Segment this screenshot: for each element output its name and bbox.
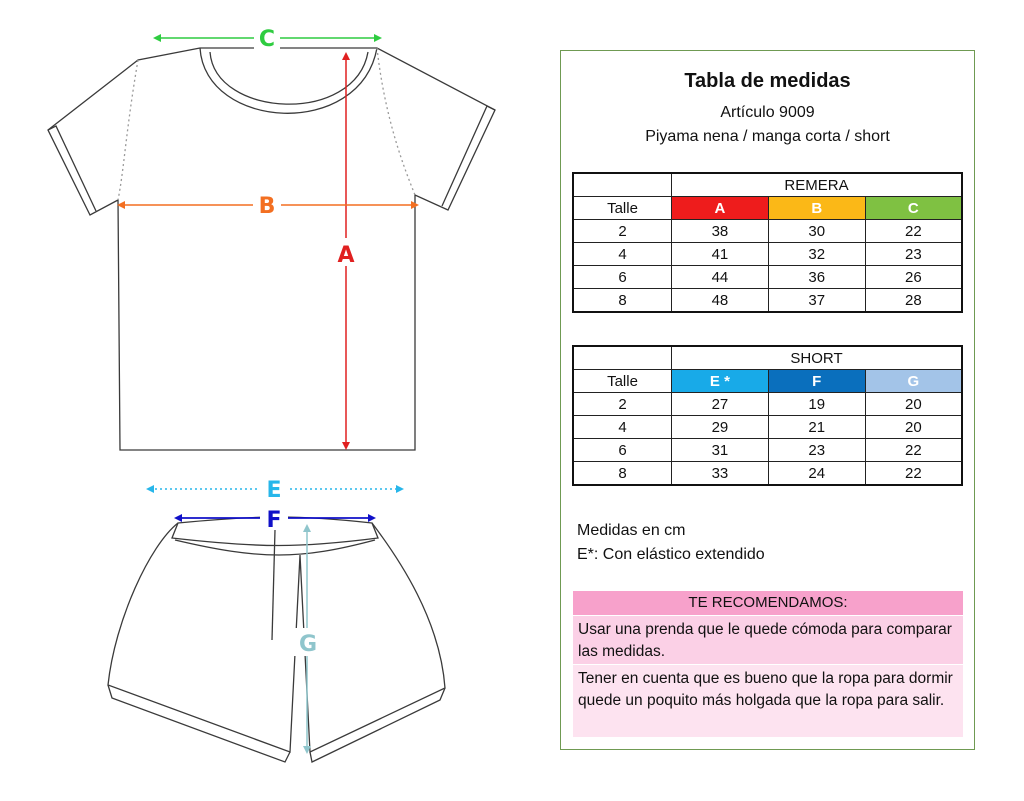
measure-f-label: F	[266, 508, 282, 533]
product-description: Piyama nena / manga corta / short	[645, 128, 890, 145]
size-chart-card	[560, 50, 975, 750]
table-row: 8 33 24 22	[573, 462, 962, 486]
measure-g-label: G	[298, 632, 318, 657]
article-number: Artículo 9009	[720, 104, 815, 121]
size-label: Talle	[573, 370, 672, 393]
column-b: B	[768, 197, 865, 220]
column-e: E *	[672, 370, 769, 393]
elastic-note: E*: Con elástico extendido	[577, 546, 765, 563]
table-row: 2 27 19 20	[573, 393, 962, 416]
units-note: Medidas en cm	[577, 522, 686, 539]
short-header: SHORT	[672, 346, 963, 370]
column-a: A	[672, 197, 769, 220]
recommendation-header: TE RECOMENDAMOS:	[573, 591, 963, 615]
recommendation-item: Tener en cuenta que es bueno que la ropa para dormir quede un poquito más holgada que la ropa para salir.	[573, 665, 963, 737]
measure-c-label: C	[258, 27, 276, 52]
column-f: F	[768, 370, 865, 393]
remera-table	[572, 172, 963, 313]
remera-header: REMERA	[672, 173, 963, 197]
measure-e-label: E	[266, 478, 282, 503]
size-label: Talle	[573, 197, 672, 220]
shorts-drawing	[108, 517, 445, 762]
column-c: C	[865, 197, 962, 220]
tshirt-drawing	[48, 48, 495, 450]
measure-a-label: A	[337, 243, 355, 268]
table-row: 8 48 37 28	[573, 289, 962, 313]
table-row: 4 29 21 20	[573, 416, 962, 439]
chart-title: Tabla de medidas	[684, 70, 851, 92]
table-row: 6 31 23 22	[573, 439, 962, 462]
short-table	[572, 345, 963, 486]
table-row: 2 38 30 22	[573, 220, 962, 243]
table-row: 4 41 32 23	[573, 243, 962, 266]
measure-b-label: B	[258, 194, 276, 219]
column-g: G	[865, 370, 962, 393]
recommendation-item: Usar una prenda que le quede cómoda para comparar las medidas.	[573, 616, 963, 664]
table-row: 6 44 36 26	[573, 266, 962, 289]
